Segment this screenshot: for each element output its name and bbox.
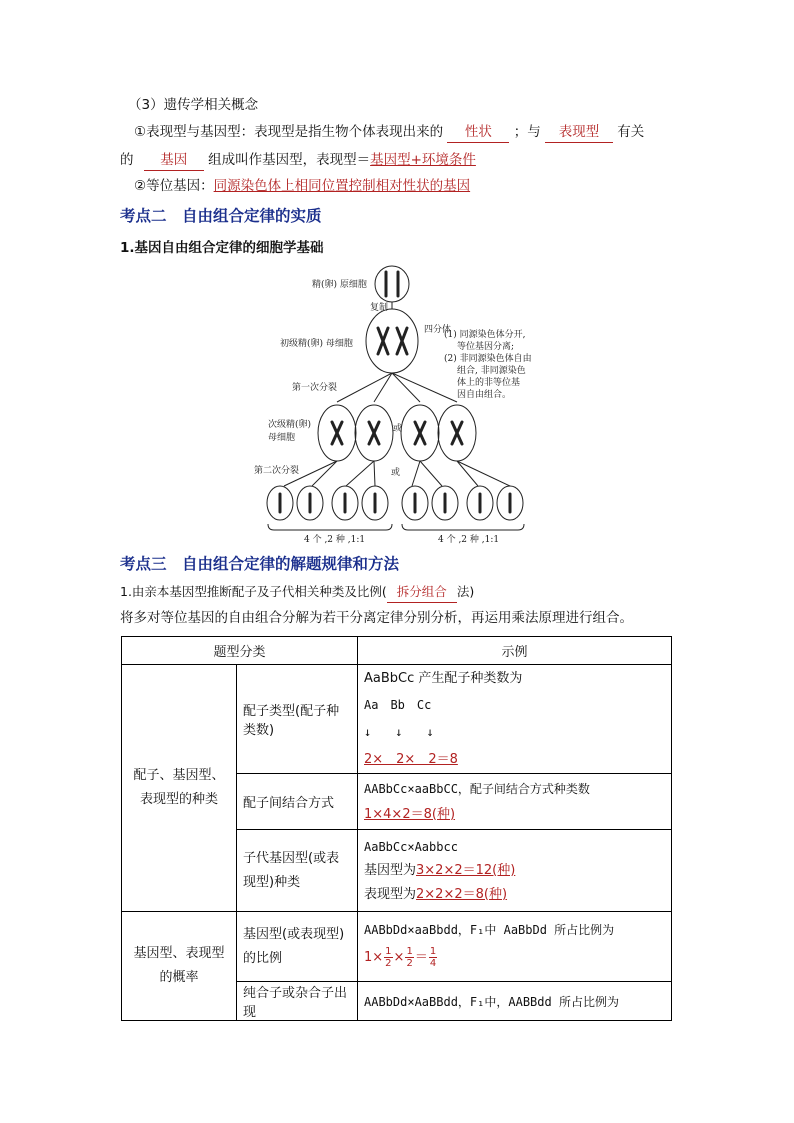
label-secondary-1: 次级精(卵) (268, 420, 312, 430)
note-line-6: 因自由组合。 (457, 390, 512, 400)
answer-allele-definition: 同源染色体上相同位置控制相对性状的基因 (213, 178, 471, 194)
row3-example: AaBbCc×Aabbcc 基因型为3×2×2＝12(种) 表现型为2×2×2＝8(种) (358, 830, 672, 912)
row4-example: AABbDd×aaBbdd，F₁中 AaBbDd 所占比例为 1× $\frac{1}{2}$ × $\frac{1}{2}$ ＝ $\frac{1}{4}$ (358, 912, 672, 982)
label-primordial-cell: 精(卵) 原细胞 (312, 280, 367, 290)
kaodian2-sub1: 1.基因自由组合定律的细胞学基础 (120, 240, 324, 256)
answer-genotype-environment: 基因型+环境条件 (370, 152, 476, 168)
row1-example: AaBbCc 产生配子种类数为 Aa Bb Cc ↓ ↓ ↓ 2× 2× 2＝8 (358, 665, 672, 774)
label-or-2: 或 (391, 468, 401, 478)
label-tetrad: 四分体 (424, 325, 452, 335)
item1-line2: 的 基因 组成叫作基因型，表现型＝基因型+环境条件 (120, 150, 476, 171)
row2-type: 配子间结合方式 (237, 774, 358, 830)
note-line-5: 体上的非等位基 (457, 378, 521, 388)
table-group-types: 配子、基因型、表现型的种类 (122, 665, 237, 912)
answer-blank-gene: 基因 (144, 150, 204, 171)
label-primary-cell: 初级精(卵) 母细胞 (280, 339, 353, 349)
label-meiosis2: 第二次分裂 (254, 466, 300, 476)
meiosis-diagram (252, 262, 552, 544)
section3-heading: （3）遗传学相关概念 (128, 97, 259, 113)
kaodian3-intro: 将多对等位基因的自由组合分解为若干分离定律分别分析，再运用乘法原理进行组合。 (120, 610, 633, 626)
result-right: 4 个 ,2 种 ,1:1 (438, 535, 500, 544)
kaodian3-sub1: 1.由亲本基因型推断配子及子代相关种类及比例( 拆分组合 法) (120, 582, 474, 603)
row4-answer: 1× $\frac{1}{2}$ × $\frac{1}{2}$ ＝ $\frac{1}{4}$ (364, 945, 437, 969)
table-header-example: 示例 (358, 637, 672, 665)
answer-blank-method: 拆分组合 (387, 582, 457, 603)
answer-blank-traits: 性状 (447, 122, 509, 143)
note-line-2: 等位基因分离; (457, 342, 515, 352)
kaodian2-title: 考点二 自由组合定律的实质 (120, 206, 322, 225)
label-meiosis1: 第一次分裂 (292, 383, 338, 393)
row4-type: 基因型(或表现型)的比例 (237, 912, 358, 982)
note-line-4: 组合, 非同源染色 (457, 366, 526, 376)
table-group-probability: 基因型、表现型的概率 (122, 912, 237, 1021)
row5-example: AABbDd×AaBBdd，F₁中，AABBdd 所占比例为 (358, 982, 672, 1021)
note-line-1: (1) 同源染色体分开, (444, 330, 526, 340)
answer-blank-phenotype: 表现型 (545, 122, 613, 143)
row1-type: 配子类型(配子种类数) (237, 665, 358, 774)
table-header-type: 题型分类 (122, 637, 358, 665)
label-or-1: 或 (393, 424, 403, 434)
row2-example: AABbCc×aaBbCC，配子间结合方式种类数 1×4×2＝8(种) (358, 774, 672, 830)
item1-line1: ①表现型与基因型：表现型是指生物个体表现出来的 性状 ；与 表现型 有关 (134, 122, 644, 143)
item2-line: ②等位基因：同源染色体上相同位置控制相对性状的基因 (134, 178, 471, 194)
row5-type: 纯合子或杂合子出现 (237, 982, 358, 1021)
note-line-3: (2) 非同源染色体自由 (444, 354, 532, 364)
row3-type: 子代基因型(或表现型)种类 (237, 830, 358, 912)
kaodian3-title: 考点三 自由组合定律的解题规律和方法 (120, 554, 400, 573)
result-left: 4 个 ,2 种 ,1:1 (304, 535, 366, 544)
method-table (121, 636, 672, 1021)
label-replicate: 复制 (370, 303, 389, 313)
label-secondary-2: 母细胞 (268, 433, 296, 443)
